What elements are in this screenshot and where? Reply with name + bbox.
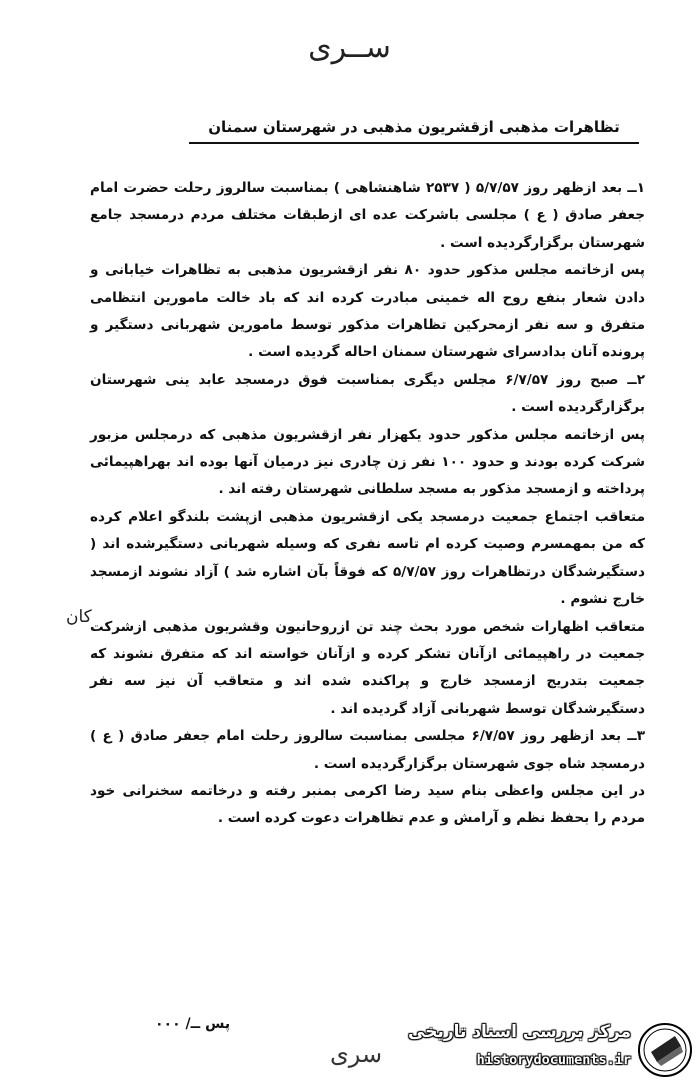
paragraph-4: پس ازخاتمه مجلس مذکور حدود یکهزار نفر ازقشریون مذهبی که درمجلس مزبور شرکت کرده بودند و حدود ۱۰۰ نفر زن چادری نیز درمیان آنها بوده اند بهراهپیمائی پرداخته و ازمسجد مذکور به مسجد سلطانی شهرستان رفته اند .: [90, 426, 645, 498]
paragraph-7: ۳ــ بعد ازظهر روز ۶/۷/۵۷ مجلسی بمناسبت سالروز رحلت امام جعفر صادق ( ع ) درمسجد شاه جوی شهرستان برگزارگردیده است .: [90, 728, 645, 772]
page-continuation: پس ــ/ ۰۰۰: [155, 1016, 231, 1032]
archive-url: historydocuments.ir: [476, 1052, 631, 1068]
paragraph-2: پس ازخاتمه مجلس مذکور حدود ۸۰ نفر ازقشریون مذهبی به تظاهرات خیابانی و دادن شعار بنفع روح اله خمینی مبادرت کرده اند که باد خالت مامورین انتظامی متفرق و سه نفر ازمحرکین تظاهرات مذکور توسط مامورین شهربانی دستگیر و پرونده آنان بدادسرای شهرستان سمنان احاله گردیده است .: [90, 262, 645, 361]
archive-watermark: [393, 1018, 693, 1082]
handwritten-margin-note: کان: [66, 607, 92, 627]
paragraph-6: متعاقب اظهارات شخص مورد بحث چند تن ازروحانیون وقشریون مذهبی ازشرکت جمعیت در راهپیمائی ازآنان تشکر کرده و ازآنان خواسته اند که متفرق نشوند که جمعیت بتدریج ازمسجد خارج و پراکنده شده اند و متعاقب آن نیز سه نفر دستگیرشدگان توسط شهربانی آزاد گردیده اند .: [90, 618, 645, 717]
paragraph-1: ۱ــ بعد ازظهر روز ۵/۷/۵۷ ( ۲۵۳۷ شاهنشاهی ) بمناسبت سالروز رحلت حضرت امام جعفر صادق ( ع ) مجلسی باشرکت عده ای ازطبقات مختلف مردم درمسجد جامع شهرستان برگزارگردیده است .: [90, 180, 645, 251]
classification-footer: سری: [330, 1040, 383, 1068]
archive-logo-icon: [637, 1022, 693, 1078]
paragraph-3: ۲ــ صبح روز ۶/۷/۵۷ مجلس دیگری بمناسبت فوق درمسجد عابد ینی شهرستان برگزارگردیده است .: [90, 371, 646, 416]
paragraph-8: در این مجلس واعظی بنام سید رضا اکرمی بمنبر رفته و درخاتمه سخنرانی خود مردم را بحفظ نظم و آرامش و عدم تظاهرات دعوت کرده است .: [90, 782, 645, 827]
document-body: [90, 175, 645, 833]
classification-header: ســری: [308, 30, 391, 65]
document-title: تظاهرات مذهبی ازقشریون مذهبی در شهرستان سمنان: [189, 118, 639, 144]
archive-name: مرکز بررسی اسناد تاریخی: [408, 1022, 631, 1042]
paragraph-5: متعاقب اجتماع جمعیت درمسجد یکی ازقشریون مذهبی ازپشت بلندگو اعلام کرده که من بمهمسرم وصیت کرده ام تاسه نفری که وسیله شهربانی دستگیرشده اند ( دستگیرشدگان درتظاهرات روز ۵/۷/۵۷ که فوقاً بآن اشاره شد ) آزاد نشوند ازمسجد خارج نشوم .: [90, 508, 645, 608]
